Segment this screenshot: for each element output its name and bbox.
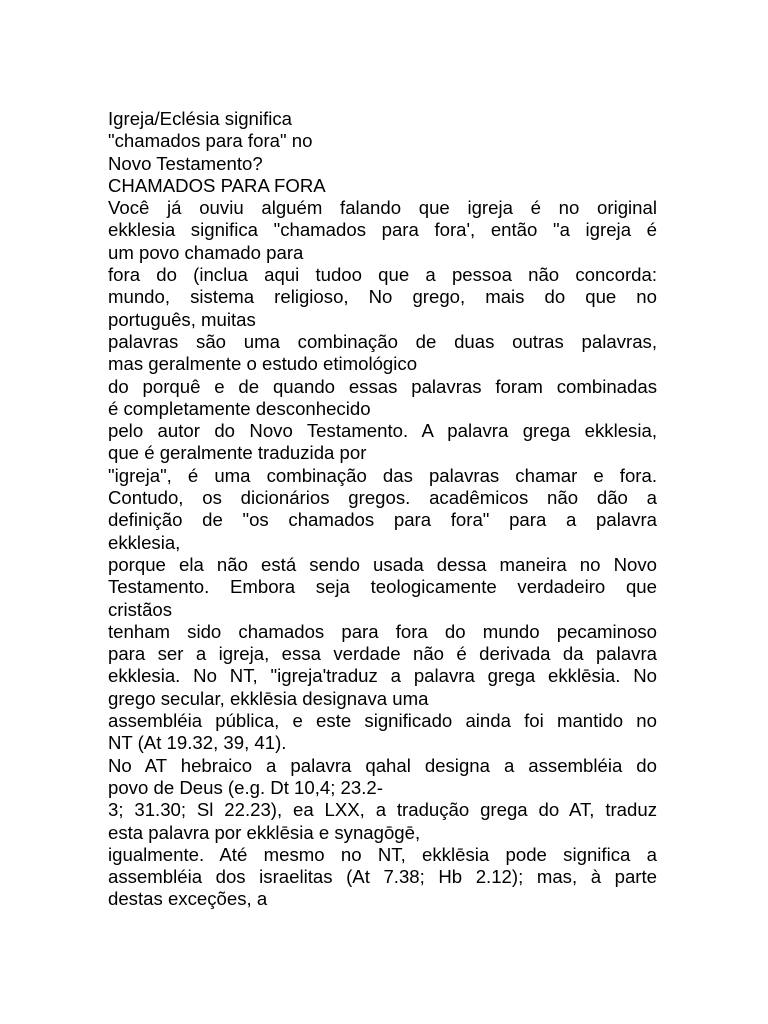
text-line: destas exceções, a xyxy=(108,888,268,910)
text-line: 3; 31.30; Sl 22.23), ea LXX, a tradução grega do AT, traduz xyxy=(108,799,657,821)
text-line: palavras são uma combinação de duas outras palavras, xyxy=(108,330,657,352)
text-line: CHAMADOS PARA FORA xyxy=(108,174,326,196)
text-line: ekklesia, xyxy=(108,531,181,553)
text-line: um povo chamado para xyxy=(108,241,304,263)
text-line: assembléia dos israelitas (At 7.38; Hb 2.12); mas, à parte xyxy=(108,866,657,888)
text-line: porque ela não está sendo usada dessa maneira no Novo xyxy=(108,553,657,575)
text-line: é completamente desconhecido xyxy=(108,397,371,419)
text-line: português, muitas xyxy=(108,308,256,330)
text-line: tenham sido chamados para fora do mundo pecaminoso xyxy=(108,620,657,642)
text-line: fora do (inclua aqui tudoo que a pessoa não concorda: xyxy=(108,264,657,286)
text-line: No AT hebraico a palavra qahal designa a assembléia do xyxy=(108,754,657,776)
text-line: Contudo, os dicionários gregos. acadêmicos não dão a xyxy=(108,487,657,509)
text-line: definição de "os chamados para fora" para a palavra xyxy=(108,509,657,531)
text-line: assembléia pública, e este significado ainda foi mantido no xyxy=(108,710,657,732)
text-line: ekklesia. No NT, "igreja'traduz a palavra grega ekklēsia. No xyxy=(108,665,657,687)
text-line: Testamento. Embora seja teologicamente verdadeiro que xyxy=(108,576,657,598)
document-body-text xyxy=(108,108,657,911)
text-line: "igreja", é uma combinação das palavras chamar e fora. xyxy=(108,464,657,486)
text-line: Novo Testamento? xyxy=(108,152,263,174)
text-line: cristãos xyxy=(108,598,173,620)
text-line: grego secular, ekklēsia designava uma xyxy=(108,687,429,709)
text-line: NT (At 19.32, 39, 41). xyxy=(108,732,287,754)
text-line: povo de Deus (e.g. Dt 10,4; 23.2- xyxy=(108,776,383,798)
text-line: Igreja/Eclésia significa xyxy=(108,108,292,129)
text-line: que é geralmente traduzida por xyxy=(108,442,367,464)
text-line: igualmente. Até mesmo no NT, ekklēsia pode significa a xyxy=(108,843,657,865)
text-line: mas geralmente o estudo etimológico xyxy=(108,353,418,375)
text-line: Você já ouviu alguém falando que igreja é no original xyxy=(108,197,657,219)
text-line: para ser a igreja, essa verdade não é derivada da palavra xyxy=(108,643,657,665)
text-line: "chamados para fora" no xyxy=(108,130,313,152)
text-line: ekklesia significa "chamados para fora', então "a igreja é xyxy=(108,219,657,241)
text-line: esta palavra por ekklēsia e synagōgē, xyxy=(108,821,421,843)
text-line: pelo autor do Novo Testamento. A palavra grega ekklesia, xyxy=(108,420,657,442)
text-line: do porquê e de quando essas palavras foram combinadas xyxy=(108,375,657,397)
text-line: mundo, sistema religioso, No grego, mais do que no xyxy=(108,286,657,308)
